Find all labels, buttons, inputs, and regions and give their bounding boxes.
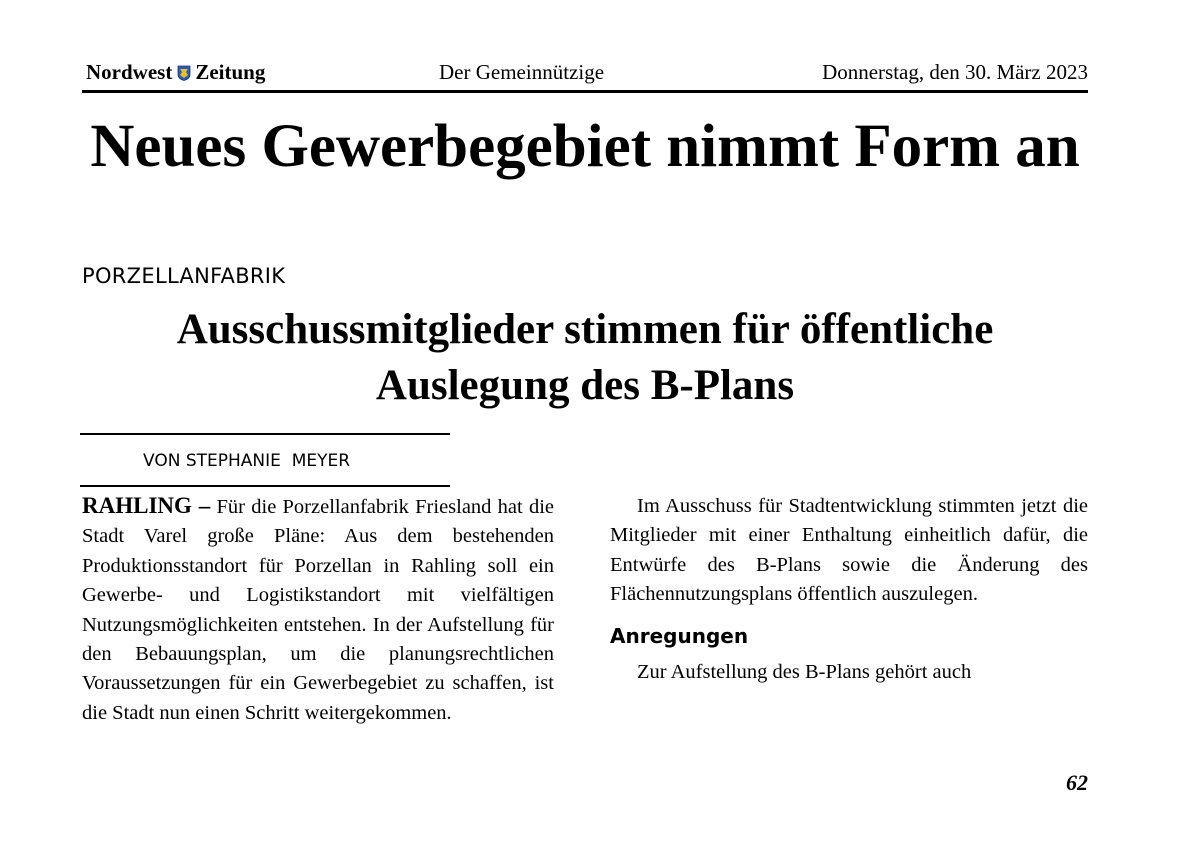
masthead [86,60,265,85]
paragraph-1-text: Für die Porzellanfabrik Friesland hat die Stadt Varel große Pläne: Aus dem bestehenden Produktionsstandort für Porzellan in Rahling soll ein Gewerbe- und Logistikstandort mit vielfältigen Nutzungsmöglichkeiten entstehen. In der Aufstellung für den Bebauungsplan, um die planungsrechtlichen Voraussetzungen für ein Gewerbegebiet zu schaffen, ist die Stadt nun einen Schritt weitergekommen. [82,496,555,724]
section-subhead: Anregungen [610,623,749,648]
article-column-right [610,492,1088,687]
page-number: 62 [1066,770,1088,795]
coat-of-arms-icon [177,65,191,81]
byline-box [80,433,450,487]
masthead-right: Zeitung [195,60,266,84]
page-header [82,58,1088,93]
issue-date: Donnerstag, den 30. März 2023 [822,60,1088,84]
article-headline: Neues Gewerbegebiet nimmt Form an [90,113,1080,180]
paragraph-2: Im Ausschuss für Stadtentwicklung stimmten jetzt die Mitglieder mit einer Enthaltung einheitlich dafür, die Entwürfe des B-Plans sowie die Änderung des Flächennutzungsplans öffentlich auszulegen. [610,495,1088,606]
article-paragraph [82,491,554,728]
masthead-left: Nordwest [86,60,173,84]
section-name: Der Gemeinnützige [439,60,605,84]
paragraph-3: Zur Aufstellung des B-Plans gehört auch [637,660,972,683]
byline: VON STEPHANIE MEYER [143,451,351,471]
article-subheadline: Ausschussmitglieder stimmen für öffentliche Auslegung des B-Plans [176,306,994,409]
dateline: RAHLING – [82,493,211,518]
article-column-left [82,491,554,728]
article-kicker: PORZELLANFABRIK [82,264,286,288]
